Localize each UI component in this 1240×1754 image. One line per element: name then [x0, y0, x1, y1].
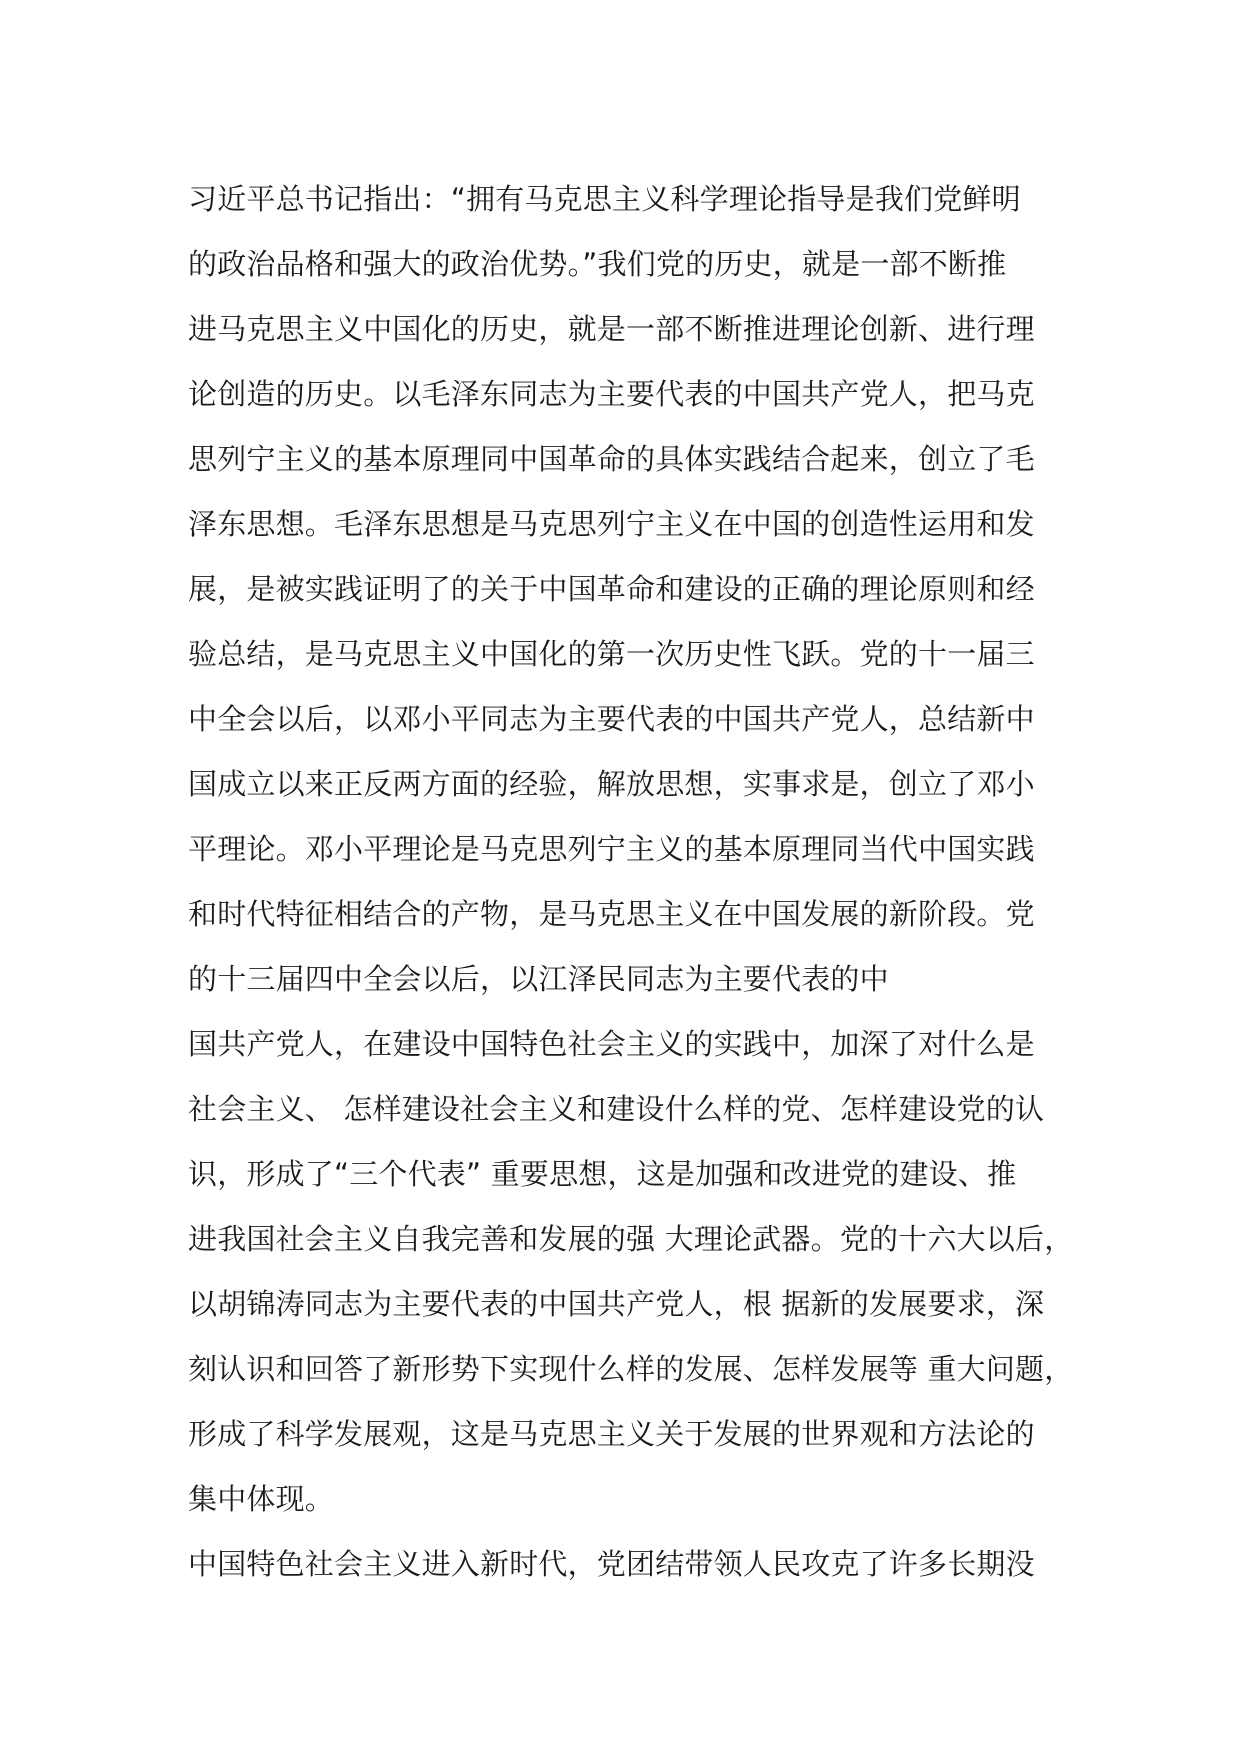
text-line: 国成立以来正反两方面的经验，解放思想，实事求是，创立了邓小: [188, 767, 1035, 801]
text-line: 论创造的历史。以毛泽东同志为主要代表的中国共产党人，把马克: [188, 377, 1035, 411]
text-line: 展，是被实践证明了的关于中国革命和建设的正确的理论原则和经: [188, 572, 1035, 606]
text-line: 验总结，是马克思主义中国化的第一次历史性飞跃。党的十一届三: [188, 637, 1035, 671]
text-line: 和时代特征相结合的产物，是马克思主义在中国发展的新阶段。党: [188, 897, 1035, 931]
text-line: 的政治品格和强大的政治优势。”我们党的历史，就是一部不断推: [188, 247, 1007, 281]
text-line: 进我国社会主义自我完善和发展的强 大理论武器。党的十六大以后，: [188, 1222, 1074, 1256]
text-line: 识，形成了“三个代表” 重要思想，这是加强和改进党的建设、推: [188, 1157, 1017, 1191]
text-line: 形成了科学发展观，这是马克思主义关于发展的世界观和方法论的: [188, 1417, 1035, 1451]
text-line: 思列宁主义的基本原理同中国革命的具体实践结合起来，创立了毛: [188, 442, 1035, 476]
text-line: 社会主义、 怎样建设社会主义和建设什么样的党、怎样建设党的认: [188, 1092, 1045, 1126]
text-line: 以胡锦涛同志为主要代表的中国共产党人，根 据新的发展要求，深: [188, 1287, 1045, 1321]
body-text: [188, 167, 1088, 1597]
text-line: 集中体现。: [188, 1482, 335, 1516]
text-line: 中全会以后，以邓小平同志为主要代表的中国共产党人，总结新中: [188, 702, 1035, 736]
text-line: 习近平总书记指出：“拥有马克思主义科学理论指导是我们党鲜明: [188, 182, 1021, 216]
text-line: 国共产党人，在建设中国特色社会主义的实践中，加深了对什么是: [188, 1027, 1035, 1061]
text-line: 进马克思主义中国化的历史，就是一部不断推进理论创新、进行理: [188, 312, 1035, 346]
text-line: 刻认识和回答了新形势下实现什么样的发展、怎样发展等 重大问题，: [188, 1352, 1074, 1386]
text-line: 的十三届四中全会以后，以江泽民同志为主要代表的中: [188, 962, 889, 996]
text-line: 泽东思想。毛泽东思想是马克思列宁主义在中国的创造性运用和发: [188, 507, 1035, 541]
text-line: 中国特色社会主义进入新时代，党团结带领人民攻克了许多长期没: [188, 1547, 1035, 1581]
text-line: 平理论。邓小平理论是马克思列宁主义的基本原理同当代中国实践: [188, 832, 1035, 866]
